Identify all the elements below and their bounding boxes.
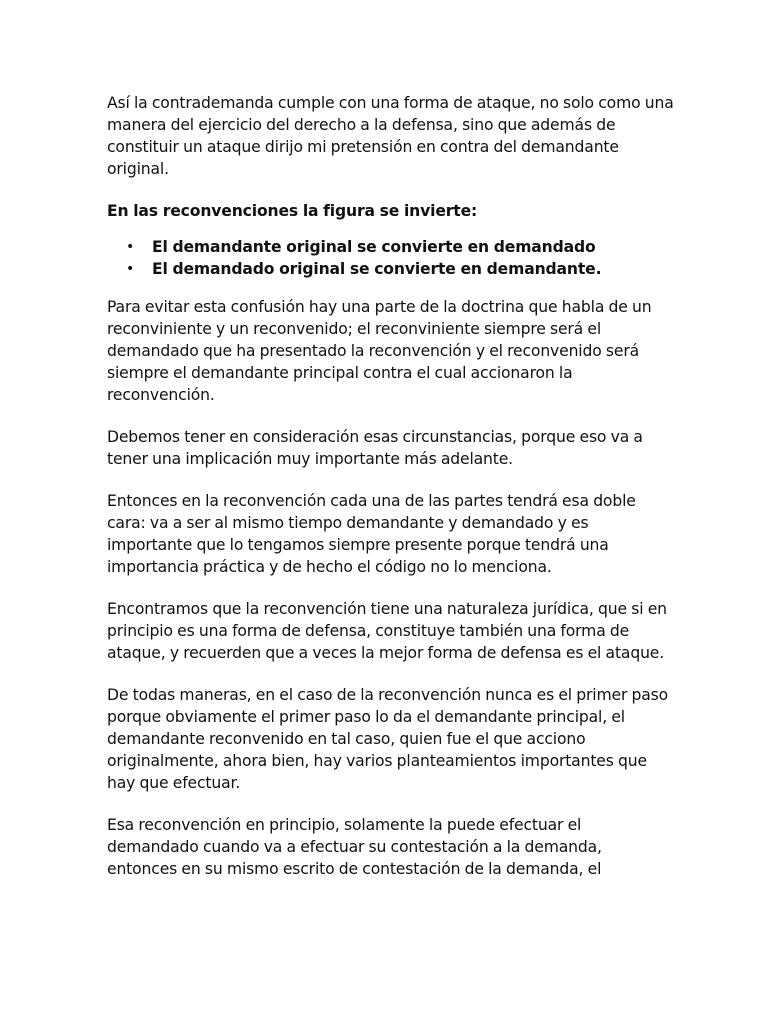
paragraph-naturaleza: Encontramos que la reconvención tiene una naturaleza jurídica, que si en principio es una forma de defensa, constituye también una forma de ataque, y recuerden que a veces la mejor forma de defensa es el ataque. (107, 600, 667, 662)
paragraph-consideracion: Debemos tener en consideración esas circunstancias, porque eso va a tener una implicación muy importante más adelante. (107, 428, 643, 468)
paragraph-confusion: Para evitar esta confusión hay una parte de la doctrina que habla de un reconviniente y un reconvenido; el reconviniente siempre será el demandado que ha presentado la reconvención y el reconvenido será siempre el demandante principal contra el cual accionaron la reconvención. (107, 298, 652, 404)
list-item (107, 236, 676, 258)
bullet-text: El demandado original se convierte en demandante. (152, 260, 602, 278)
paragraph-contrademanda: Así la contrademanda cumple con una forma de ataque, no solo como una manera del ejercicio del derecho a la defensa, sino que además de constituir un ataque dirijo mi pretensión en contra del demandante original. (107, 94, 674, 178)
section-heading: En las reconvenciones la figura se invierte: (107, 202, 478, 220)
paragraph-primer-paso: De todas maneras, en el caso de la reconvención nunca es el primer paso porque obviamente el primer paso lo da el demandante principal, el demandante reconvenido en tal caso, quien fue el que acciono originalmente, ahora bien, hay varios planteamientos importantes que hay que efectuar. (107, 686, 669, 792)
paragraph-doble-cara: Entonces en la reconvención cada una de las partes tendrá esa doble cara: va a ser al mismo tiempo demandante y demandado y es importante que lo tengamos siempre presente porque tendrá una importancia práctica y de hecho el código no lo menciona. (107, 492, 636, 576)
paragraph-contestacion: Esa reconvención en principio, solamente la puede efectuar el demandado cuando va a efectuar su contestación a la demanda, entonces en su mismo escrito de contestación de la demanda, el (107, 816, 602, 878)
list-item (107, 258, 676, 280)
bullet-icon: • (126, 239, 135, 255)
bullet-text: El demandante original se convierte en demandado (152, 238, 596, 256)
bullet-list (107, 236, 676, 280)
bullet-icon: • (126, 261, 135, 277)
